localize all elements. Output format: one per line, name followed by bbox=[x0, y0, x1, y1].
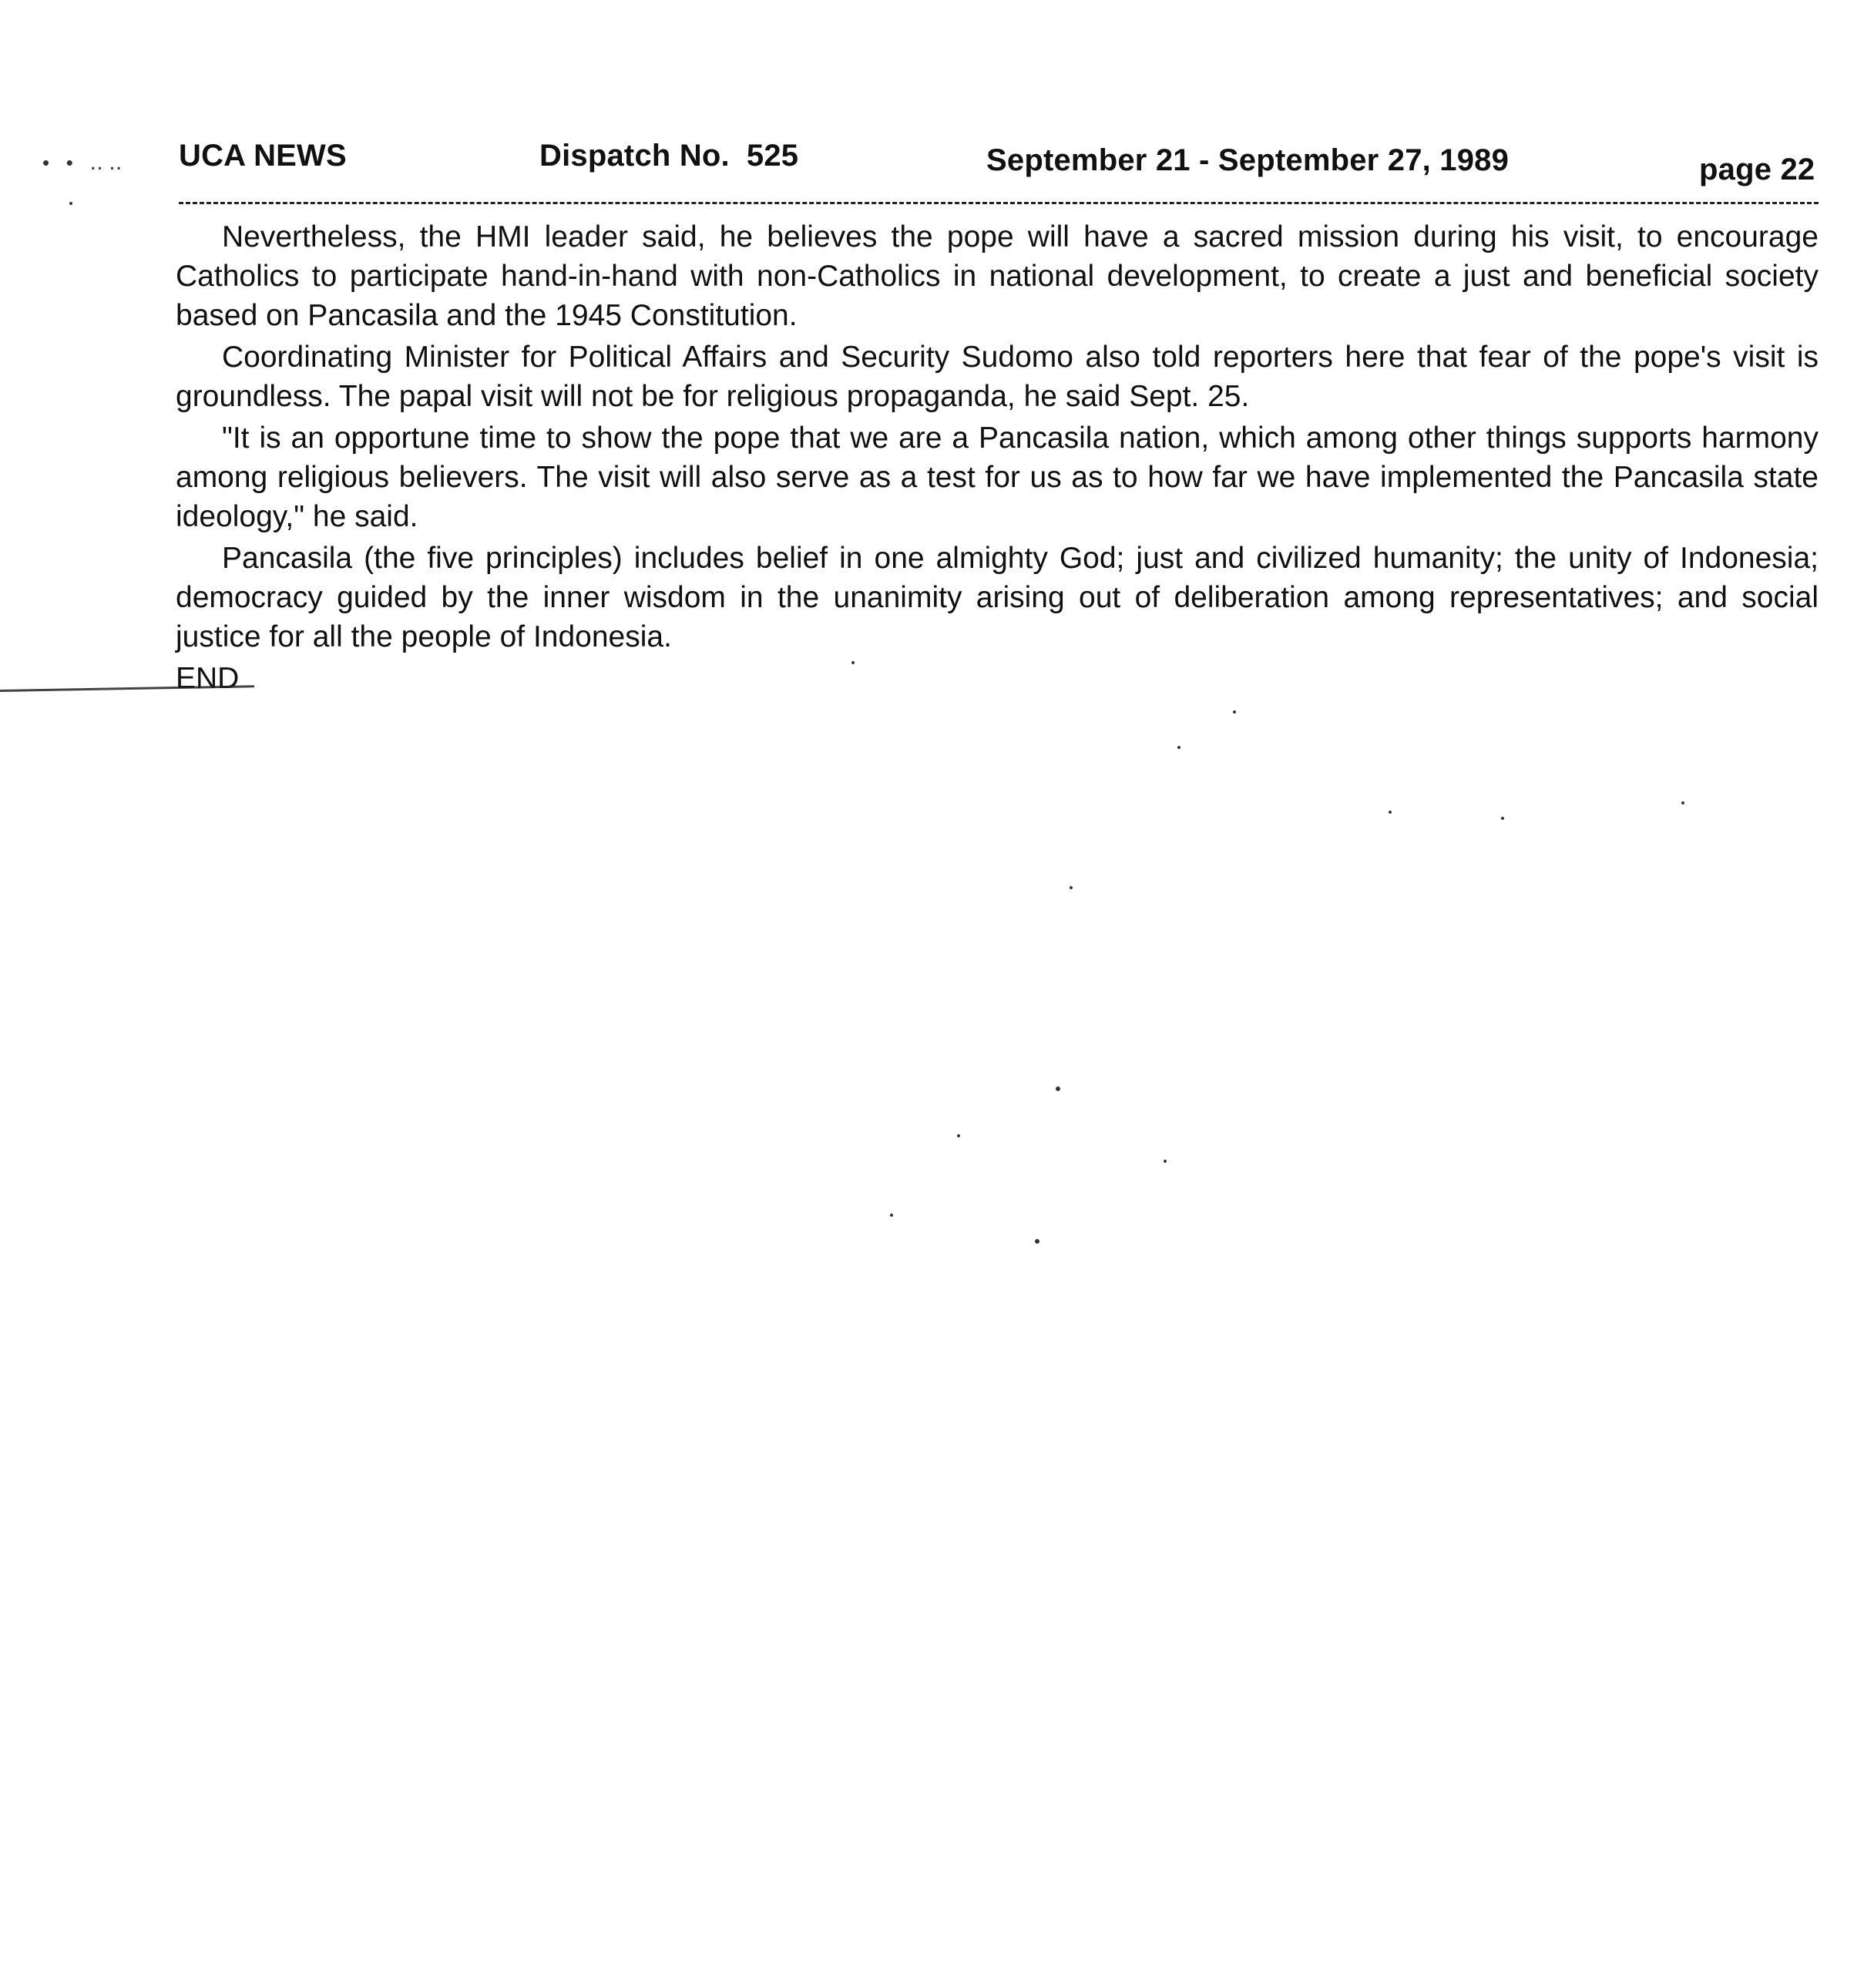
scan-speck bbox=[1164, 1160, 1167, 1163]
scan-speck bbox=[851, 661, 855, 664]
scan-speck bbox=[957, 1134, 960, 1137]
dispatch-date-range: September 21 - September 27, 1989 bbox=[986, 143, 1510, 177]
article-paragraph: "It is an opportune time to show the pope that we are a Pancasila nation, which among other things supports harmony among religious believers. The visit will also serve as a test for us as to how far we have implemented the Pancasila state ideology," he said. bbox=[176, 421, 1819, 533]
scan-speck bbox=[1056, 1086, 1060, 1091]
end-marker: END bbox=[176, 662, 240, 695]
article-paragraph: Pancasila (the five principles) includes belief in one almighty God; just and civilized humanity; the unity of Indonesia; democracy guided by the inner wisdom in the unanimity arising out of deliberation among representatives; and social justice for all the people of Indonesia. bbox=[176, 542, 1819, 653]
article-paragraph: Nevertheless, the HMI leader said, he believes the pope will have a sacred mission during his visit, to encourage Catholics to participate hand-in-hand with non-Catholics in national development, to create a just and beneficial society based on Pancasila and the 1945 Constitution. bbox=[176, 220, 1819, 332]
scan-speck bbox=[1035, 1239, 1039, 1244]
scan-speck bbox=[69, 202, 72, 205]
page-number: page 22 bbox=[1699, 153, 1815, 186]
scan-speck bbox=[1233, 710, 1236, 714]
publication-name: UCA NEWS bbox=[179, 139, 347, 173]
scan-speck bbox=[1389, 811, 1392, 814]
dispatch-header bbox=[0, 137, 1874, 199]
scan-speck bbox=[1070, 886, 1073, 889]
scan-speck bbox=[1681, 801, 1684, 804]
dispatch-number: 525 bbox=[746, 139, 799, 173]
header-divider bbox=[179, 202, 1819, 204]
scan-speck bbox=[890, 1214, 893, 1217]
article-body bbox=[176, 217, 1819, 698]
article-paragraph: Coordinating Minister for Political Affairs and Security Sudomo also told reporters here that fear of the pope's visit is groundless. The papal visit will not be for religious propaganda, he said Sept. 25. bbox=[176, 341, 1819, 413]
scan-speck bbox=[1177, 746, 1180, 749]
scan-artifact-marks: • • ‥ ‥ bbox=[42, 151, 123, 174]
dispatch-label: Dispatch No. bbox=[539, 139, 730, 173]
dispatch-info bbox=[539, 137, 798, 174]
scan-speck bbox=[1501, 817, 1504, 820]
